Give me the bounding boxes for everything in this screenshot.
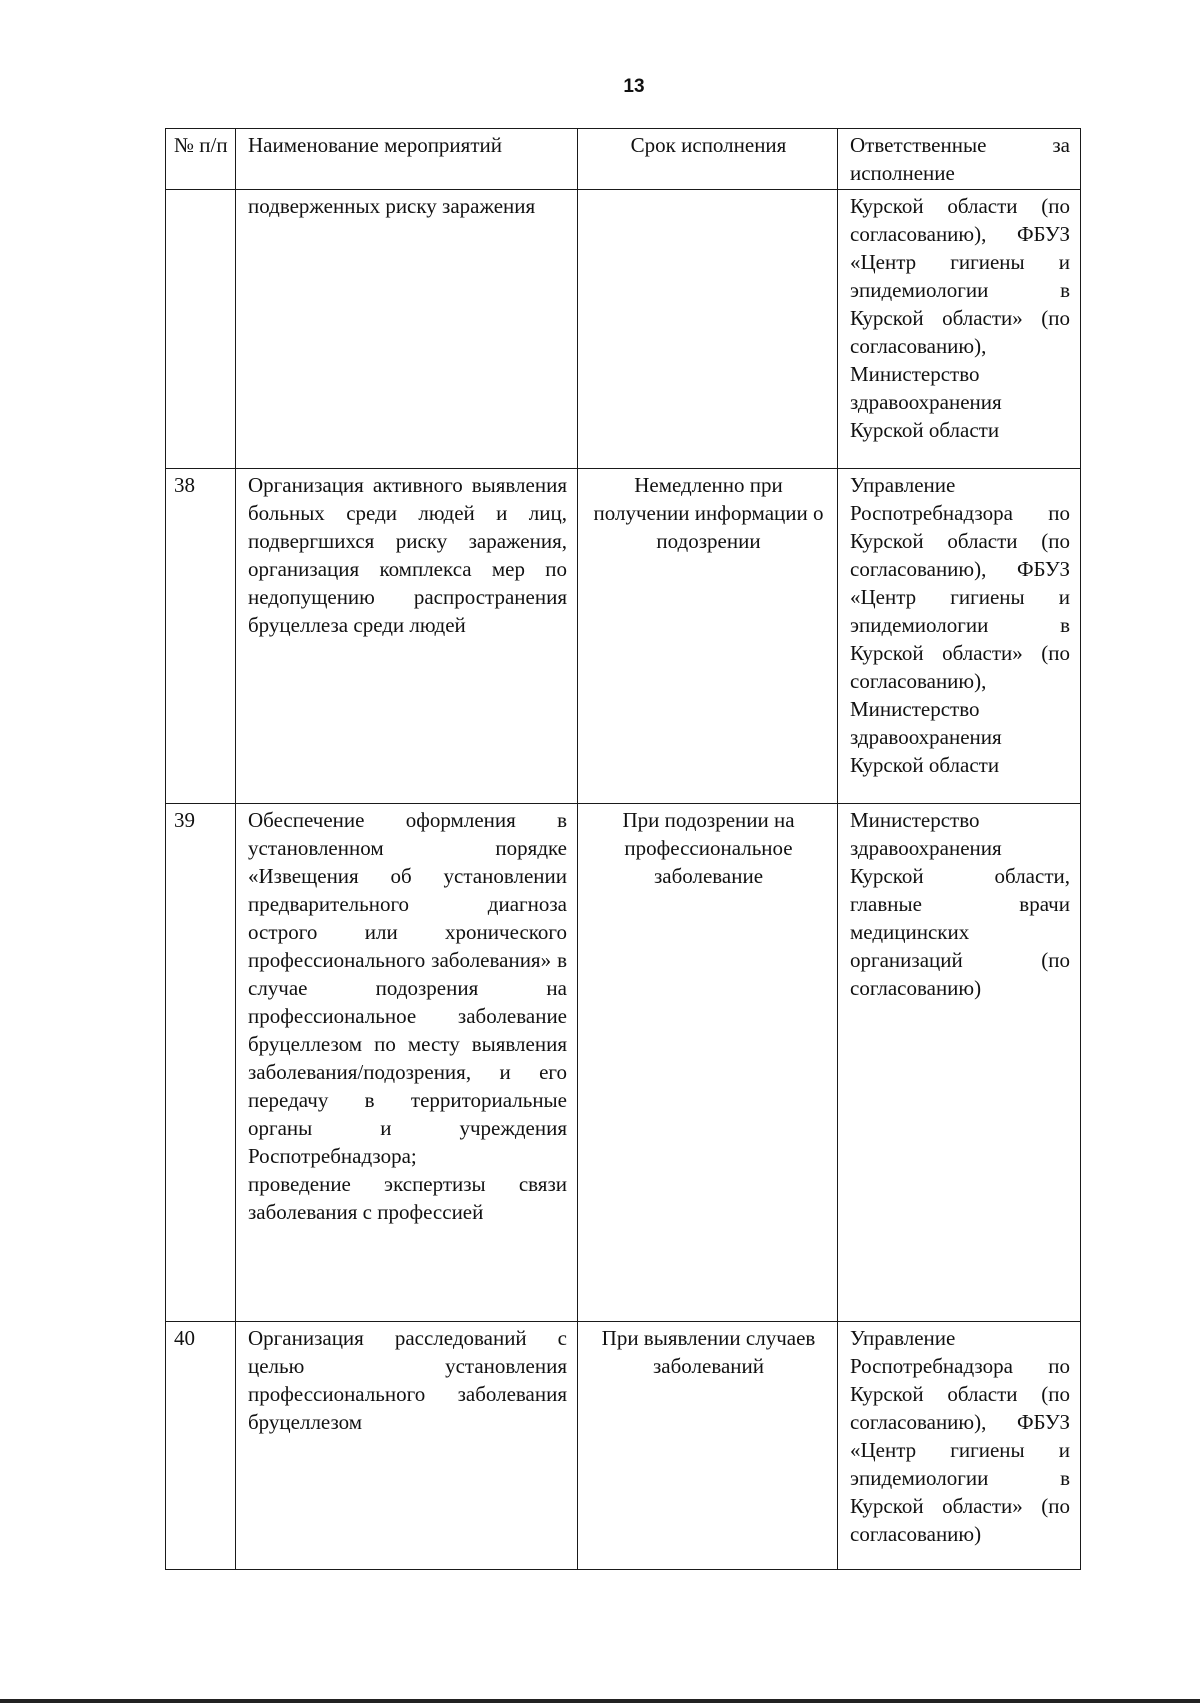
row-deadline: Немедленно при получении информации о подозрении [578, 469, 838, 804]
table-row [166, 469, 1081, 804]
row-number: 39 [166, 804, 236, 1322]
table-header-row [166, 129, 1081, 190]
table-row [166, 804, 1081, 1322]
measures-table [165, 128, 1081, 1570]
header-event: Наименование мероприятий [236, 129, 578, 190]
row-event-extra: проведение экспертизы связи заболевания с профессией [248, 1172, 567, 1224]
row-deadline: При подозрении на профессиональное заболевание [578, 804, 838, 1322]
row-responsible: Управление Роспотребнадзора по Курской области (по согласованию), ФБУЗ «Центр гигиены и эпидемиологии в Курской области» (по согласованию), Министерство здравоохранения Курской области [838, 469, 1081, 804]
row-number: 38 [166, 469, 236, 804]
row-event: Организация расследований с целью установления профессионального заболевания бруцеллезом [236, 1322, 578, 1570]
row-deadline: При выявлении случаев заболеваний [578, 1322, 838, 1570]
row-number [166, 190, 236, 469]
row-event-cell [236, 804, 578, 1322]
scan-bottom-edge [0, 1699, 1200, 1703]
header-deadline: Срок исполнения [578, 129, 838, 190]
row-event: Обеспечение оформления в установленном порядке «Извещения об установлении предварительного диагноза острого или хронического профессионального заболевания» в случае подозрения на профессиональное заболевание бруцеллезом по месту выявления заболевания/подозрения, и его передачу в территориальные органы и учреждения Роспотребнадзора; [248, 808, 567, 1168]
row-deadline [578, 190, 838, 469]
row-responsible: Министерство здравоохранения Курской области, главные врачи медицинских организаций (по согласованию) [838, 804, 1081, 1322]
row-event: подверженных риску заражения [236, 190, 578, 469]
row-number: 40 [166, 1322, 236, 1570]
row-responsible: Управление Роспотребнадзора по Курской области (по согласованию), ФБУЗ «Центр гигиены и эпидемиологии в Курской области» (по согласованию) [838, 1322, 1081, 1570]
table-row [166, 1322, 1081, 1570]
header-responsible: Ответственные за исполнение [838, 129, 1081, 190]
row-event: Организация активного выявления больных среди людей и лиц, подвергшихся риску заражения, организация комплекса мер по недопущению распространения бруцеллеза среди людей [236, 469, 578, 804]
row-responsible: Курской области (по согласованию), ФБУЗ «Центр гигиены и эпидемиологии в Курской области» (по согласованию), Министерство здравоохранения Курской области [838, 190, 1081, 469]
table-row [166, 190, 1081, 469]
page-number: 13 [623, 76, 645, 97]
header-number: № п/п [166, 129, 236, 190]
